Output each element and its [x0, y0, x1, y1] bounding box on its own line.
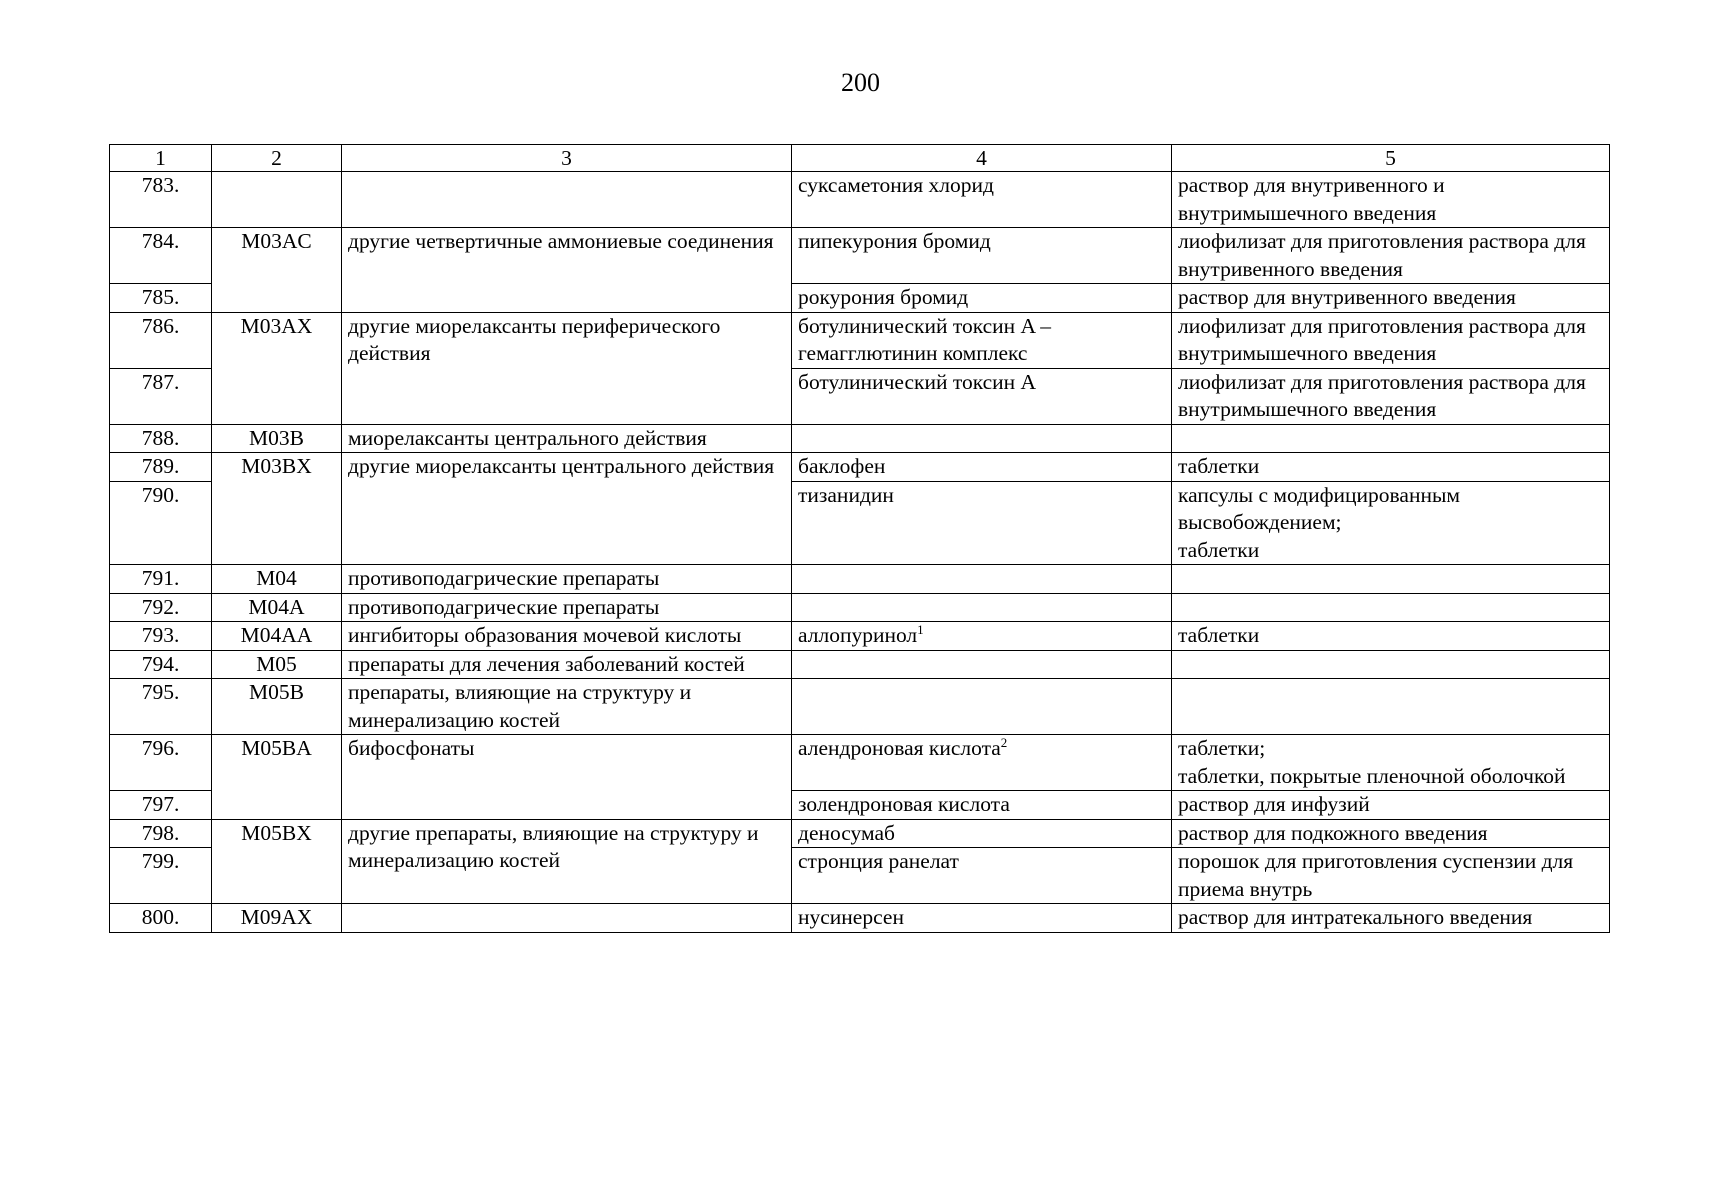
- table-row: [110, 622, 1610, 651]
- dosage-form: [1172, 565, 1610, 594]
- drug-name: ботулинический токсин A – гемагглютинин комплекс: [792, 312, 1172, 368]
- atc-group: миорелаксанты центрального действия: [342, 424, 792, 453]
- row-number: 793.: [110, 622, 212, 651]
- atc-code: M03AX: [212, 312, 342, 424]
- column-header: 5: [1172, 145, 1610, 172]
- atc-group: препараты, влияющие на структуру и минерализацию костей: [342, 679, 792, 735]
- dosage-form: [1172, 679, 1610, 735]
- drug-name: суксаметония хлорид: [792, 172, 1172, 228]
- atc-code: M05B: [212, 679, 342, 735]
- dosage-form: таблетки: [1172, 453, 1610, 482]
- table-row: [110, 735, 1610, 791]
- table-row: [110, 679, 1610, 735]
- column-header: 2: [212, 145, 342, 172]
- dosage-form: лиофилизат для приготовления раствора для внутримышечного введения: [1172, 368, 1610, 424]
- column-header: 1: [110, 145, 212, 172]
- drug-name: алендроновая кислота$^2$: [792, 735, 1172, 791]
- column-header: 3: [342, 145, 792, 172]
- drug-name: [792, 650, 1172, 679]
- atc-code: M05: [212, 650, 342, 679]
- atc-code: M09AX: [212, 904, 342, 933]
- dosage-form: раствор для интратекального введения: [1172, 904, 1610, 933]
- dosage-form: лиофилизат для приготовления раствора для внутримышечного введения: [1172, 312, 1610, 368]
- row-number: 790.: [110, 481, 212, 565]
- column-header: 4: [792, 145, 1172, 172]
- row-number: 795.: [110, 679, 212, 735]
- atc-group: другие препараты, влияющие на структуру и минерализацию костей: [342, 819, 792, 904]
- table-row: [110, 172, 1610, 228]
- row-number: 785.: [110, 284, 212, 313]
- drug-name: [792, 679, 1172, 735]
- atc-code: M04: [212, 565, 342, 594]
- dosage-form: раствор для инфузий: [1172, 791, 1610, 820]
- atc-code: M04A: [212, 593, 342, 622]
- drug-name: пипекурония бромид: [792, 228, 1172, 284]
- atc-group: другие четвертичные аммониевые соединения: [342, 228, 792, 313]
- row-number: 792.: [110, 593, 212, 622]
- atc-group: противоподагрические препараты: [342, 565, 792, 594]
- dosage-form: [1172, 593, 1610, 622]
- atc-code: M04AA: [212, 622, 342, 651]
- dosage-form: таблетки: [1172, 622, 1610, 651]
- row-number: 784.: [110, 228, 212, 284]
- drug-name: тизанидин: [792, 481, 1172, 565]
- atc-code: M05BA: [212, 735, 342, 820]
- dosage-form: лиофилизат для приготовления раствора для внутривенного введения: [1172, 228, 1610, 284]
- table-row: [110, 565, 1610, 594]
- dosage-form: [1172, 424, 1610, 453]
- dosage-form: [1172, 650, 1610, 679]
- drug-name: золендроновая кислота: [792, 791, 1172, 820]
- drug-name: аллопуринол$^1$: [792, 622, 1172, 651]
- dosage-form: раствор для подкожного введения: [1172, 819, 1610, 848]
- atc-group: бифосфонаты: [342, 735, 792, 820]
- row-number: 796.: [110, 735, 212, 791]
- row-number: 798.: [110, 819, 212, 848]
- drug-name: баклофен: [792, 453, 1172, 482]
- dosage-form: таблетки; таблетки, покрытые пленочной оболочкой: [1172, 735, 1610, 791]
- atc-group: [342, 172, 792, 228]
- row-number: 783.: [110, 172, 212, 228]
- row-number: 800.: [110, 904, 212, 933]
- atc-group: препараты для лечения заболеваний костей: [342, 650, 792, 679]
- drug-table: [109, 144, 1610, 933]
- table-row: [110, 819, 1610, 848]
- row-number: 788.: [110, 424, 212, 453]
- atc-code: M05BX: [212, 819, 342, 904]
- row-number: 794.: [110, 650, 212, 679]
- drug-name: нусинерсен: [792, 904, 1172, 933]
- row-number: 791.: [110, 565, 212, 594]
- footnote-marker: 2: [1000, 735, 1008, 750]
- drug-name: [792, 424, 1172, 453]
- atc-code: M03BX: [212, 453, 342, 565]
- footnote-marker: 1: [917, 622, 924, 637]
- drug-name: ботулинический токсин A: [792, 368, 1172, 424]
- table-row: [110, 593, 1610, 622]
- table-row: [110, 424, 1610, 453]
- drug-name: [792, 565, 1172, 594]
- header-row: [110, 145, 1610, 172]
- drug-name: [792, 593, 1172, 622]
- atc-code: [212, 172, 342, 228]
- atc-group: другие миорелаксанты периферического действия: [342, 312, 792, 424]
- dosage-form: раствор для внутривенного и внутримышечного введения: [1172, 172, 1610, 228]
- row-number: 786.: [110, 312, 212, 368]
- table-row: [110, 453, 1610, 482]
- dosage-form: порошок для приготовления суспензии для приема внутрь: [1172, 848, 1610, 904]
- atc-code: M03AC: [212, 228, 342, 313]
- page-number: 200: [841, 68, 880, 97]
- row-number: 787.: [110, 368, 212, 424]
- table-row: [110, 228, 1610, 284]
- dosage-form: раствор для внутривенного введения: [1172, 284, 1610, 313]
- drug-name: стронция ранелат: [792, 848, 1172, 904]
- row-number: 799.: [110, 848, 212, 904]
- atc-code: M03B: [212, 424, 342, 453]
- atc-group: ингибиторы образования мочевой кислоты: [342, 622, 792, 651]
- dosage-form: капсулы с модифицированным высвобождением; таблетки: [1172, 481, 1610, 565]
- atc-group: [342, 904, 792, 933]
- row-number: 789.: [110, 453, 212, 482]
- row-number: 797.: [110, 791, 212, 820]
- atc-group: другие миорелаксанты центрального действия: [342, 453, 792, 565]
- drug-name: деносумаб: [792, 819, 1172, 848]
- drug-name: рокурония бромид: [792, 284, 1172, 313]
- table-row: [110, 650, 1610, 679]
- table-row: [110, 312, 1610, 368]
- table-row: [110, 904, 1610, 933]
- atc-group: противоподагрические препараты: [342, 593, 792, 622]
